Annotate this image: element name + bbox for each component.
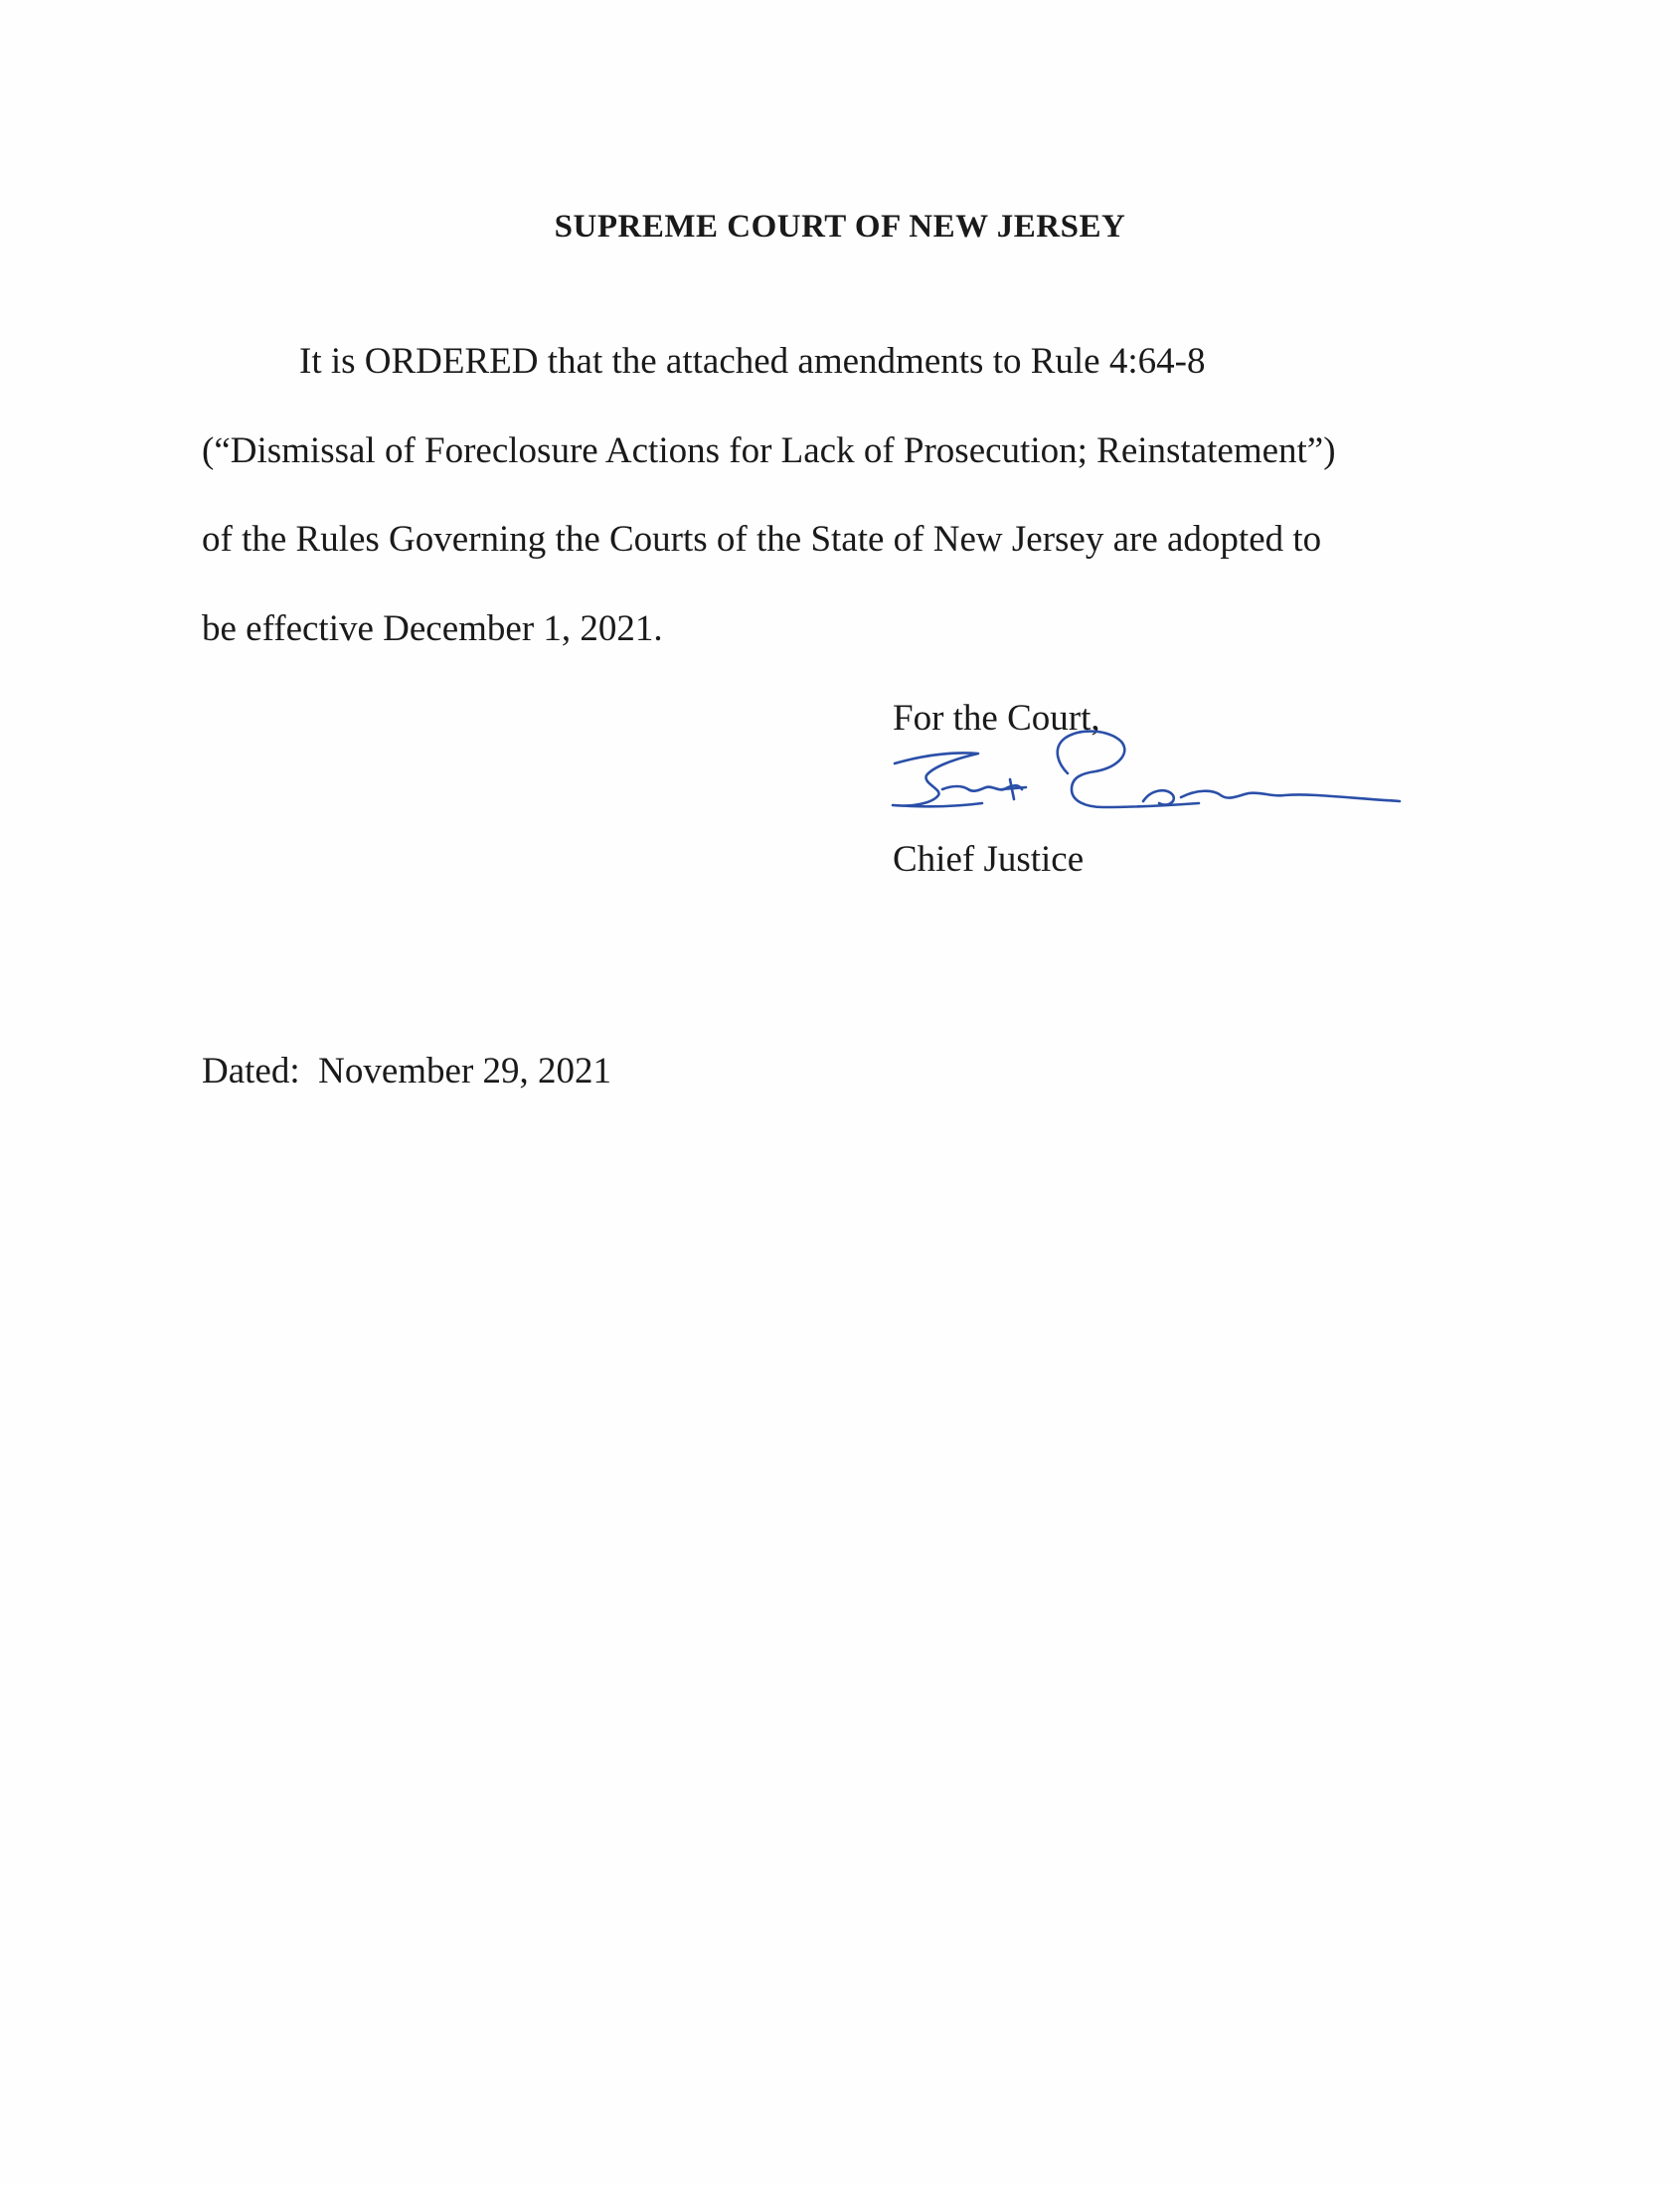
handwritten-signature xyxy=(883,724,1439,841)
dated-line: Dated: November 29, 2021 xyxy=(202,1051,612,1092)
order-line-3: of the Rules Governing the Courts of the State of New Jersey are adopted to xyxy=(202,519,1322,560)
closing-text: For the Court, xyxy=(893,698,1100,739)
signer-title: Chief Justice xyxy=(893,839,1085,880)
order-line-1: It is ORDERED that the attached amendments to Rule 4:64-8 xyxy=(299,341,1206,382)
order-line-4: be effective December 1, 2021. xyxy=(202,608,663,649)
order-line-2: (“Dismissal of Foreclosure Actions for Lack of Prosecution; Reinstatement”) xyxy=(202,430,1336,471)
court-heading: SUPREME COURT OF NEW JERSEY xyxy=(554,209,1126,245)
